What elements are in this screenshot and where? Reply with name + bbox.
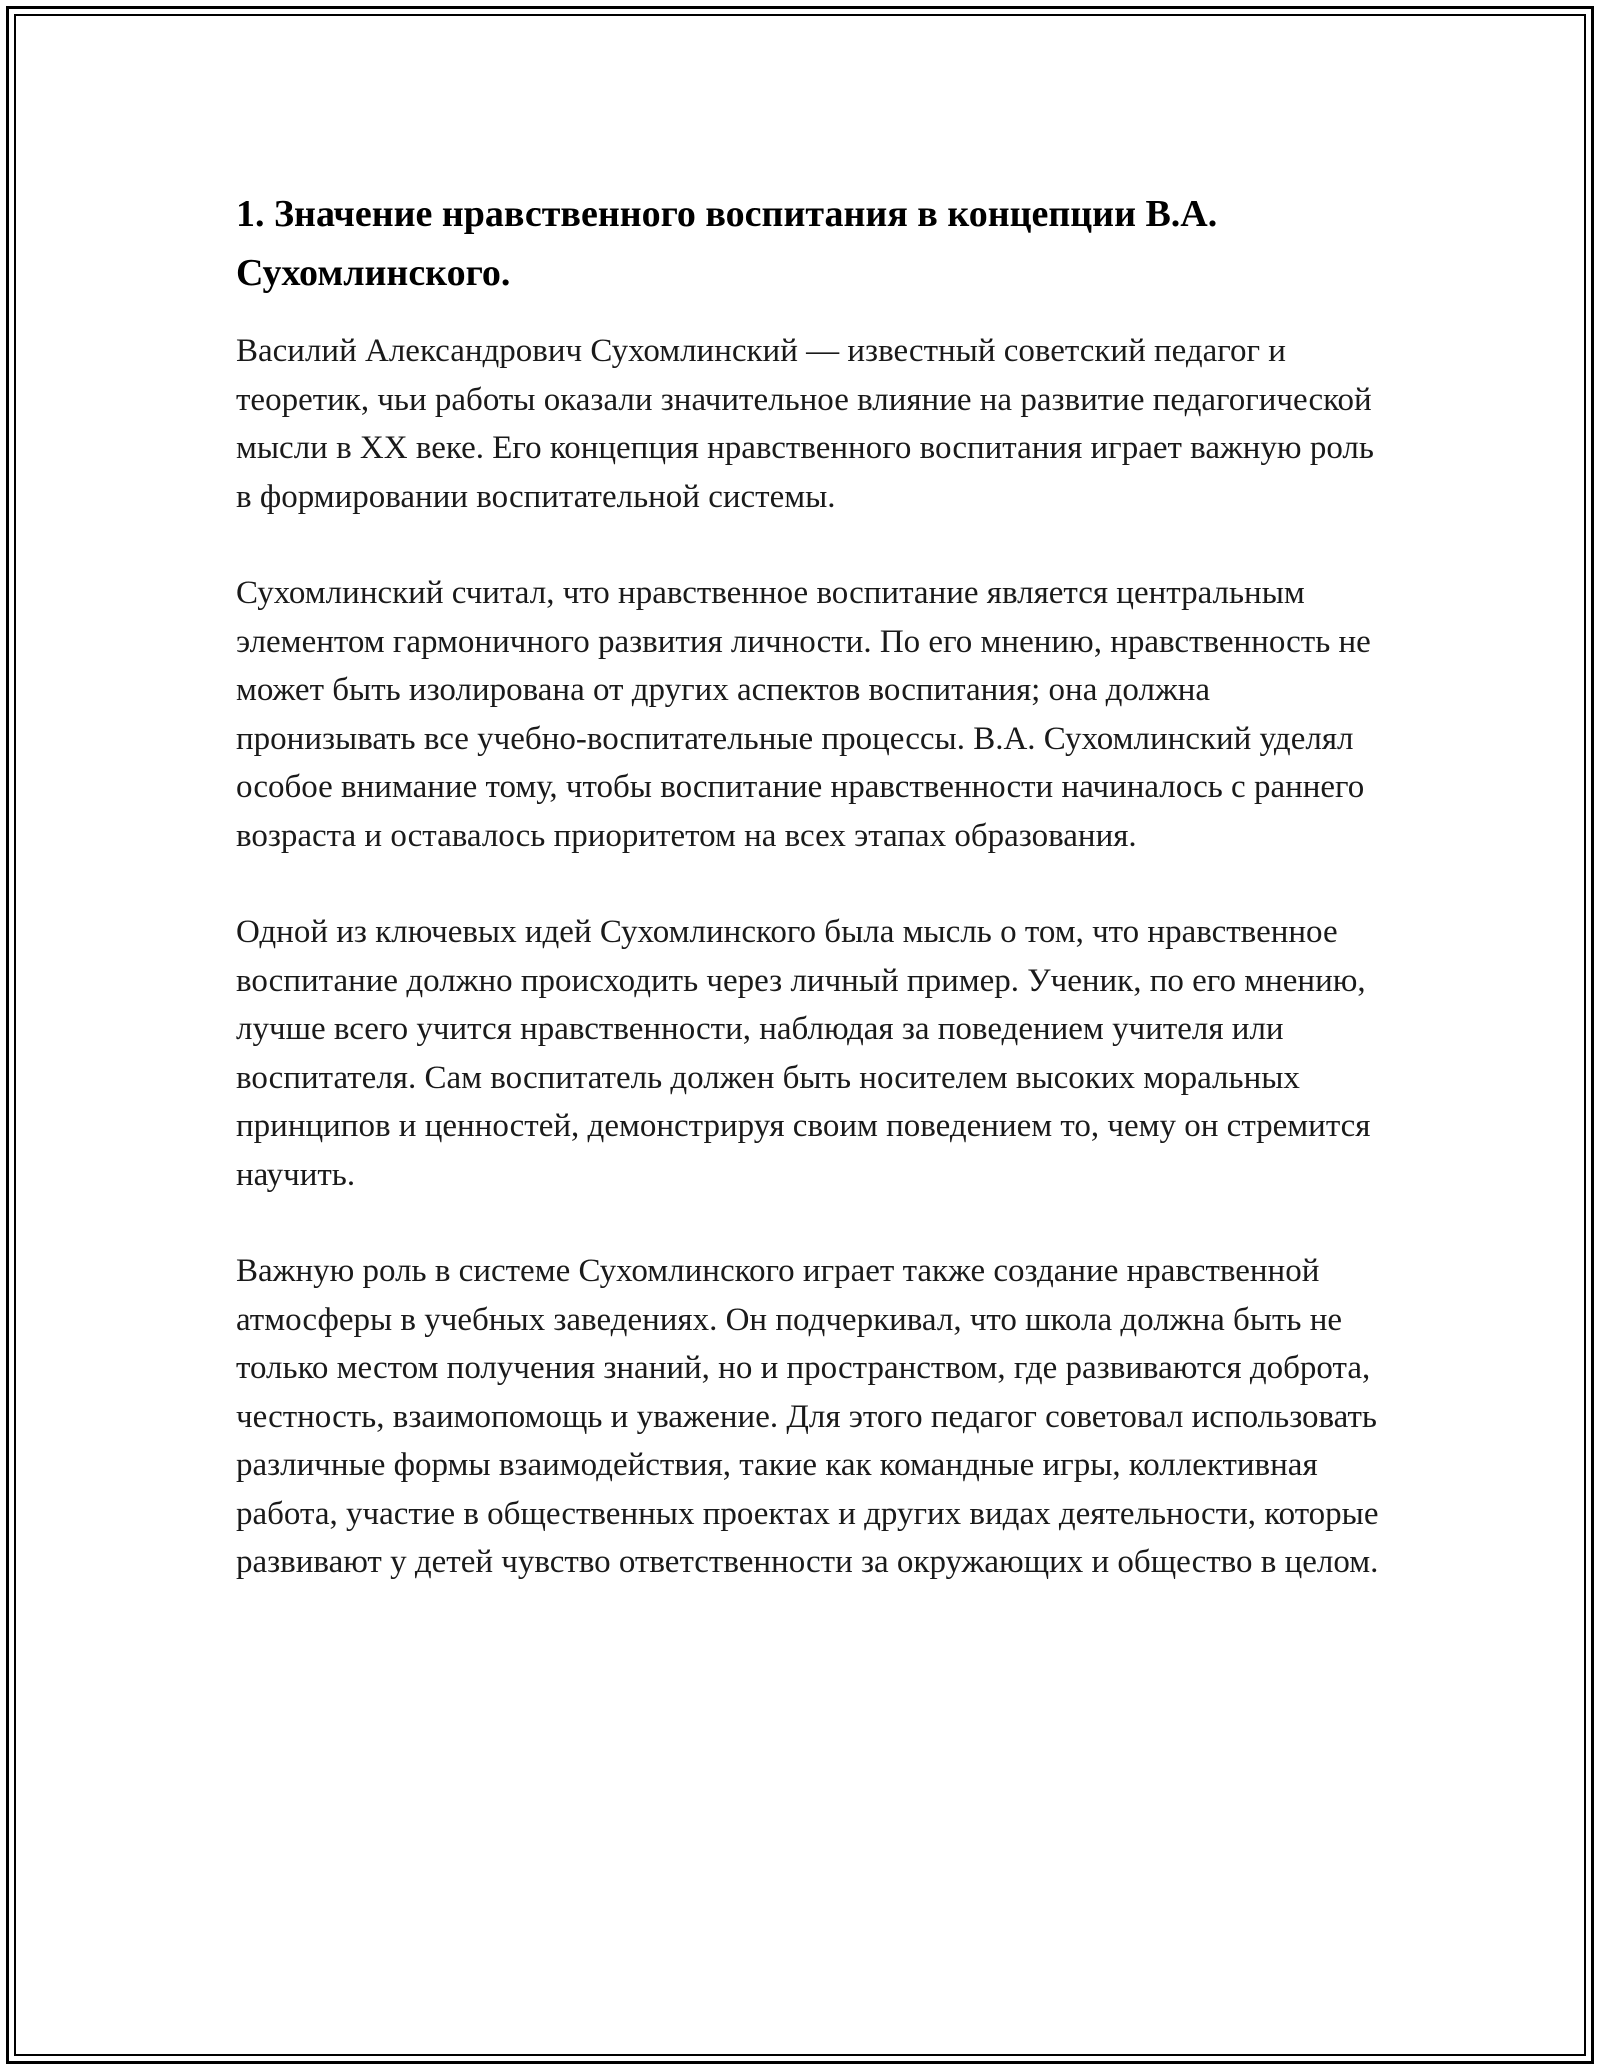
- section-title: 1. Значение нравственного воспитания в концепции В.А. Сухомлинского.: [236, 193, 1218, 294]
- paragraph-2: Сухомлинский считал, что нравственное воспитание является центральным элементом гармоничного развития личности. По его мнению, нравственность не может быть изолирована от других аспектов воспитания; она должна пронизывать все учебно-воспитательные процессы. В.А. Сухомлинский уделял особое внимание тому, чтобы воспитание нравственности начиналось с раннего возраста и оставалось приоритетом на всех этапах образования.: [236, 575, 1371, 854]
- document-body: [236, 185, 1386, 1587]
- paragraph-1: Василий Александрович Сухомлинский — известный советский педагог и теоретик, чьи работы оказали значительное влияние на развитие педагогической мысли в XX веке. Его концепция нравственного воспитания играет важную роль в формировании воспитательной системы.: [236, 333, 1374, 515]
- paragraph-4: Важную роль в системе Сухомлинского играет также создание нравственной атмосферы в учебных заведениях. Он подчеркивал, что школа должна быть не только местом получения знаний, но и пространством, где развиваются доброта, честность, взаимопомощь и уважение. Для этого педагог советовал использовать различные формы взаимодействия, такие как командные игры, коллективная работа, участие в общественных проектах и других видах деятельности, которые развивают у детей чувство ответственности за окружающих и общество в целом.: [236, 1253, 1379, 1580]
- paragraph-3: Одной из ключевых идей Сухомлинского была мысль о том, что нравственное воспитание должно происходить через личный пример. Ученик, по его мнению, лучше всего учится нравственности, наблюдая за поведением учителя или воспитателя. Сам воспитатель должен быть носителем высоких моральных принципов и ценностей, демонстрируя своим поведением то, чему он стремится научить.: [236, 914, 1371, 1193]
